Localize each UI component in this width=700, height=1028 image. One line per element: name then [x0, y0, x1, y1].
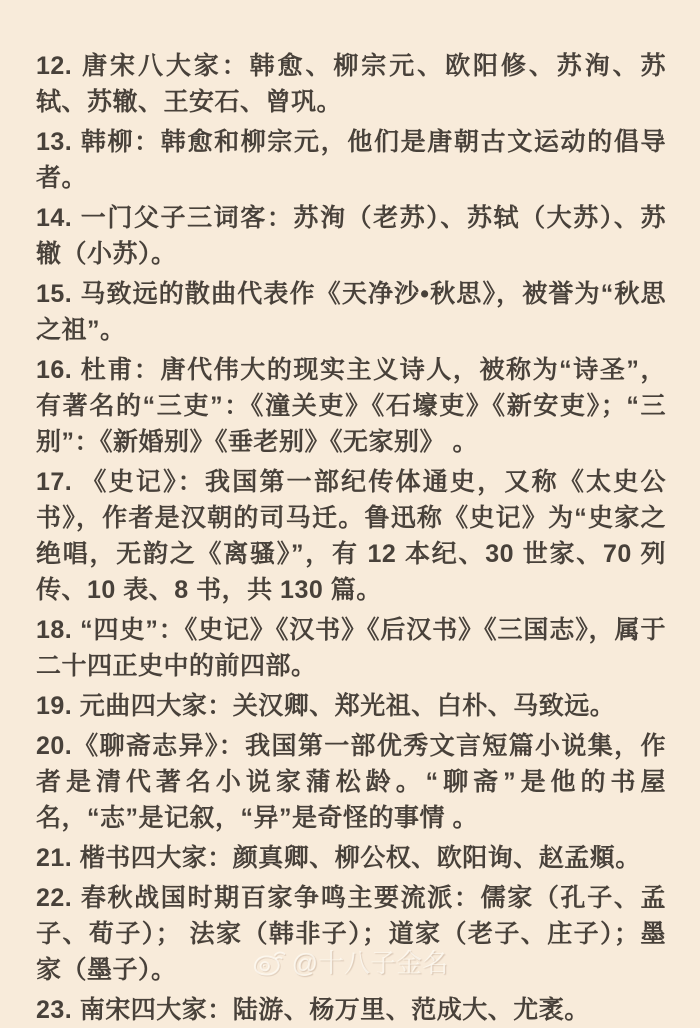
- list-item: 18. “四史”：《史记》《汉书》《后汉书》《三国志》，属于二十四正史中的前四部。: [36, 616, 666, 680]
- list-item: 16. 杜甫：唐代伟大的现实主义诗人，被称为“诗圣”，有著名的“三吏”：《潼关吏》《石壕吏》《新安吏》；“三别”：《新婚别》《垂老别》《无家别》 。: [36, 356, 666, 456]
- list-item: 22. 春秋战国时期百家争鸣主要流派：儒家（孔子、孟子、荀子）； 法家（韩非子）；道家（老子、庄子）；墨家（墨子）。: [36, 884, 666, 984]
- list-item: 17. 《史记》：我国第一部纪传体通史，又称《太史公书》，作者是汉朝的司马迁。鲁迅称《史记》为“史家之绝唱，无韵之《离骚》”，有 12 本纪、30 世家、70 列传、10 表、8 书，共 130 篇。: [36, 468, 666, 604]
- list-item: 20.《聊斋志异》：我国第一部优秀文言短篇小说集，作者是清代著名小说家蒲松龄。“聊斋”是他的书屋名，“志”是记叙，“异”是奇怪的事情 。: [36, 732, 666, 832]
- list-item: 21. 楷书四大家：颜真卿、柳公权、欧阳询、赵孟頫。: [36, 844, 641, 872]
- list-item: 14. 一门父子三词客：苏洵（老苏）、苏轼（大苏）、苏辙（小苏）。: [36, 204, 666, 268]
- list-item: 15. 马致远的散曲代表作《天净沙•秋思》，被誉为“秋思之祖”。: [36, 280, 666, 344]
- watermark: [0, 943, 700, 980]
- list-item: 12. 唐宋八大家：韩愈、柳宗元、欧阳修、苏洵、苏轼、苏辙、王安石、曾巩。: [36, 52, 666, 116]
- watermark-handle: @十八子金名: [291, 948, 449, 978]
- list-item: 23. 南宋四大家：陆游、杨万里、范成大、尤袤。: [36, 996, 590, 1024]
- list-item: 19. 元曲四大家：关汉卿、郑光祖、白朴、马致远。: [36, 692, 616, 720]
- weibo-icon: [252, 948, 286, 976]
- list-item: 13. 韩柳：韩愈和柳宗元，他们是唐朝古文运动的倡导者。: [36, 128, 666, 192]
